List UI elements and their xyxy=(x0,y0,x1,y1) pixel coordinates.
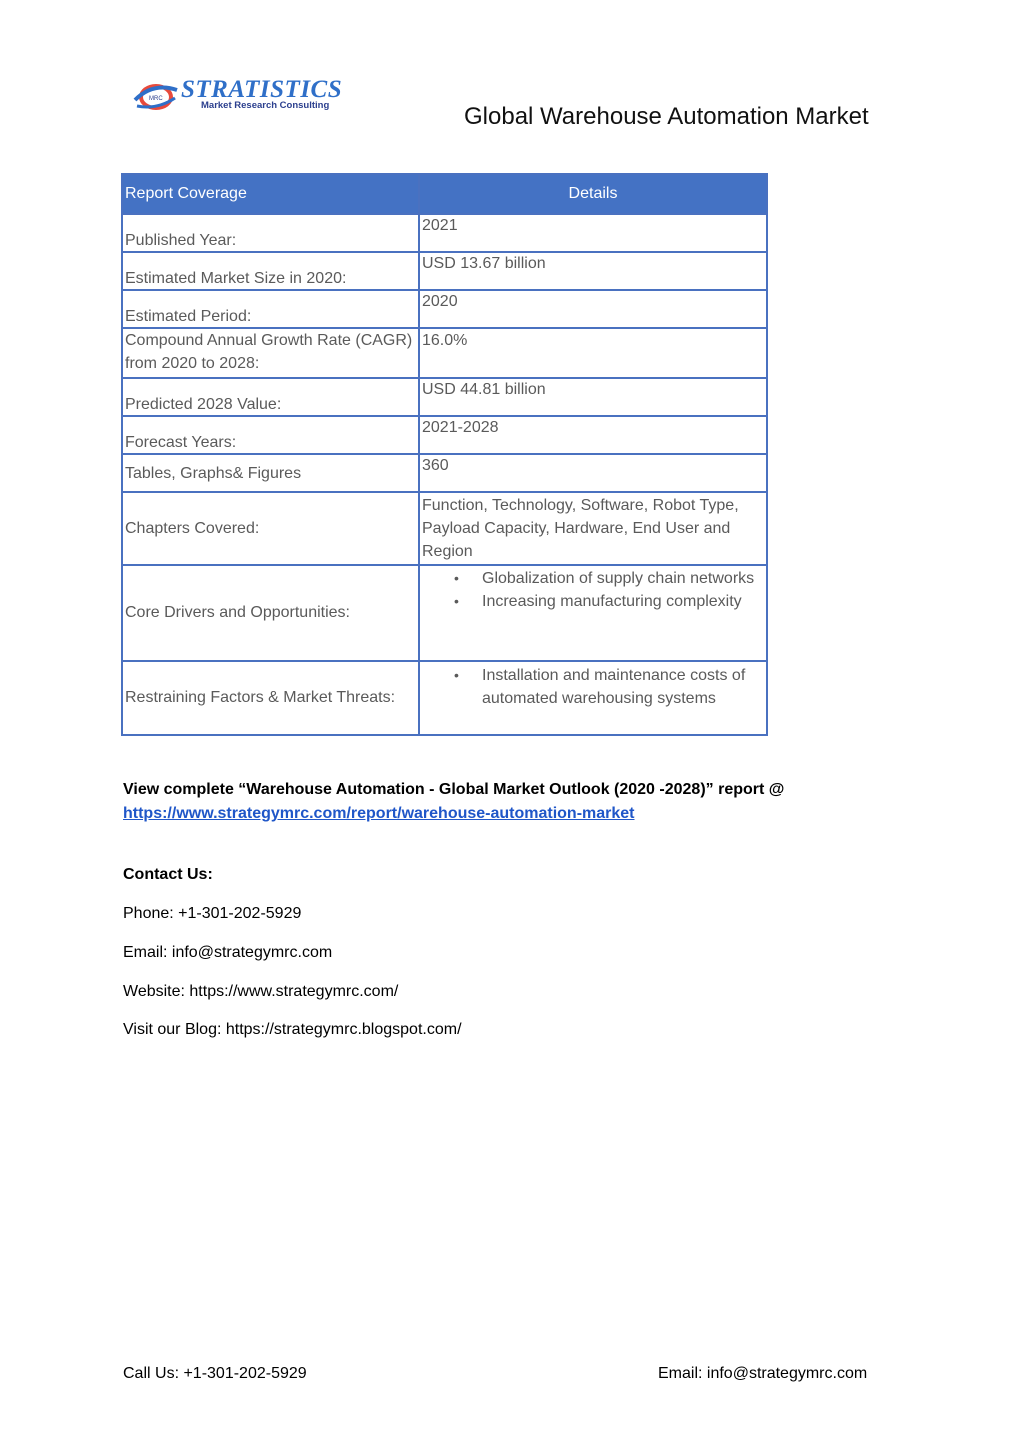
logo-tagline: Market Research Consulting xyxy=(201,100,330,111)
table-row xyxy=(122,214,767,252)
logo-badge: MRC xyxy=(149,96,163,102)
row-label: Tables, Graphs& Figures xyxy=(122,454,419,492)
contact-phone: Phone: +1-301-202-5929 xyxy=(123,905,302,922)
list-item: • Globalization of supply chain networks xyxy=(482,567,764,590)
row-value: 16.0% xyxy=(419,328,767,378)
table-header-row xyxy=(122,174,767,214)
list-item: • Increasing manufacturing complexity xyxy=(482,590,764,613)
row-label: Restraining Factors & Market Threats: xyxy=(122,661,419,735)
contact-heading: Contact Us: xyxy=(123,866,213,883)
row-label: Estimated Period: xyxy=(122,290,419,328)
row-value: Function, Technology, Software, Robot Type, Payload Capacity, Hardware, End User and Region xyxy=(419,492,767,565)
row-value: 2021 xyxy=(419,214,767,252)
row-label: Chapters Covered: xyxy=(122,492,419,565)
footer-call: Call Us: +1-301-202-5929 xyxy=(123,1365,307,1382)
row-label: Estimated Market Size in 2020: xyxy=(122,252,419,290)
list-item: • Installation and maintenance costs of automated warehousing systems xyxy=(482,664,764,710)
row-value xyxy=(419,565,767,661)
header-report-coverage: Report Coverage xyxy=(122,174,419,214)
globe-arrow-logo-icon xyxy=(133,80,179,112)
row-value: USD 44.81 billion xyxy=(419,378,767,416)
row-label: Forecast Years: xyxy=(122,416,419,454)
company-logo xyxy=(133,78,353,118)
table-row xyxy=(122,454,767,492)
threats-list xyxy=(422,664,764,710)
logo-wordmark: STRATISTICS xyxy=(181,76,343,103)
table-row xyxy=(122,661,767,735)
row-label: Core Drivers and Opportunities: xyxy=(122,565,419,661)
table-row xyxy=(122,565,767,661)
report-link-block xyxy=(123,778,903,826)
table-row xyxy=(122,378,767,416)
report-link-prefix: View complete “Warehouse Automation - Global Market Outlook (2020 -2028)” report @ xyxy=(123,781,785,798)
table-row xyxy=(122,290,767,328)
header-details: Details xyxy=(419,174,767,214)
table-row xyxy=(122,492,767,565)
row-value: 2020 xyxy=(419,290,767,328)
table-row xyxy=(122,328,767,378)
row-value xyxy=(419,661,767,735)
report-link[interactable]: https://www.strategymrc.com/report/warehouse-automation-market xyxy=(123,805,635,822)
row-value: 2021-2028 xyxy=(419,416,767,454)
table-row xyxy=(122,252,767,290)
row-label: Compound Annual Growth Rate (CAGR) from 2020 to 2028: xyxy=(122,328,419,378)
row-label: Published Year: xyxy=(122,214,419,252)
document-title: Global Warehouse Automation Market xyxy=(464,103,869,130)
table-row xyxy=(122,416,767,454)
row-value: 360 xyxy=(419,454,767,492)
row-value: USD 13.67 billion xyxy=(419,252,767,290)
drivers-list xyxy=(422,567,764,613)
contact-website: Website: https://www.strategymrc.com/ xyxy=(123,983,399,1000)
footer-email: Email: info@strategymrc.com xyxy=(658,1365,868,1382)
row-label: Predicted 2028 Value: xyxy=(122,378,419,416)
contact-blog: Visit our Blog: https://strategymrc.blogspot.com/ xyxy=(123,1021,462,1038)
report-coverage-table xyxy=(121,173,768,736)
contact-email: Email: info@strategymrc.com xyxy=(123,944,333,961)
